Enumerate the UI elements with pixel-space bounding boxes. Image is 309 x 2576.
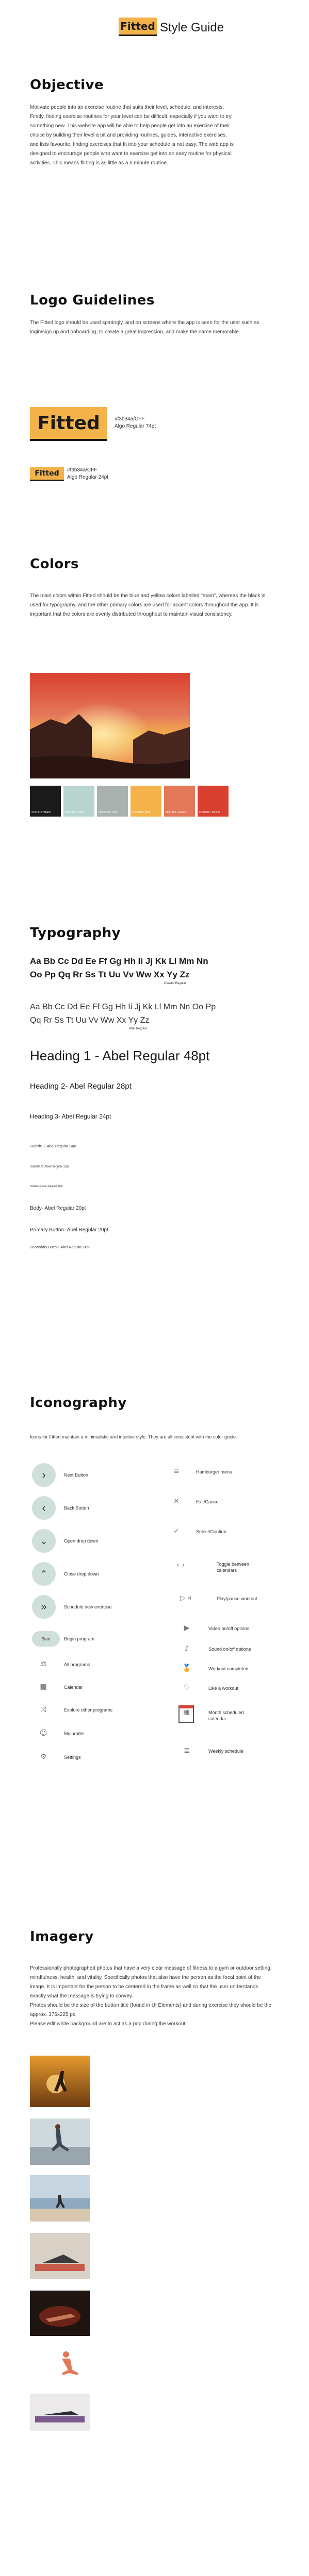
explore-label: Explore other programs	[64, 1707, 113, 1713]
photo-floor-stretch	[30, 2394, 90, 2431]
hamburger-menu-icon: ≡	[173, 1467, 180, 1476]
typography-secondary-button: Secondary Button- Abel Regular 14pt	[30, 1246, 90, 1249]
play-pause-icon: ▷ ⏸	[180, 1594, 192, 1602]
video-on-off-label: Video on/off options	[208, 1626, 250, 1631]
typography-sample2-line1: Aa Bb Cc Dd Ee Ff Gg Hh Ii Jj Kk Ll Mm Nn Oo Pp	[30, 1003, 216, 1011]
back-button-icon	[32, 1496, 56, 1520]
scheduled-calendar-label: Month scheduled calendar	[208, 1710, 244, 1721]
swatch-accent-orange-label: #E4785A / Accent	[166, 811, 186, 814]
profile-label: My profile	[64, 1731, 85, 1736]
settings-label: Settings	[64, 1755, 81, 1760]
like-workout-icon: ♡	[183, 1684, 190, 1692]
toggle-calendars-label: Toggle between calendars	[217, 1562, 250, 1573]
imagery-text: Professionally photographed photos that have a very clear message of fitness to a gym or outdoor setting, mindfulness, health, and vitality. Specifically photos that also have the person as the focal point of the image. It is important for the person to be centered in the frame as well so that the user understands exactly what the message is trying to convey.	[30, 1965, 272, 1999]
primary-logo	[30, 407, 107, 441]
logo-text: The Fitted logo should be used sparingly, and on screens where the app is seen for the user such as login/sign up and onboarding, to create a great impression, and make the name memorable.	[30, 320, 259, 335]
begin-program-icon	[32, 1631, 60, 1647]
like-workout-label: Like a workout	[208, 1686, 239, 1691]
close-icon: ✕	[173, 1497, 180, 1505]
objective-text: Motivate people into an exercise routine that suits their level, schedule, and interests. Firstly, finding exercise routines for your level can be difficult, especially if you want to try something new. This website app will be able to help people get into an exercise of their choice by building their level a bit and providing routines, guides, interactive exercises, and lists favourite, finding exercises that fit into your schedule is not easy. The web app is designed to encourage people who want to exercise get into an easy routine for physical activities. This means flirting is as little as a 5 minute routine.	[30, 105, 234, 166]
hamburger-menu-label: Hamburger menu	[196, 1469, 233, 1475]
close-drop-down-icon	[32, 1562, 56, 1586]
schedule-new-exercise-label: Schedule new exercise	[64, 1604, 112, 1609]
typography-sub2: Subtitle 2- Abel Regular 12pt	[30, 1165, 70, 1168]
primary-logo-spec-2: Algo Regular 74pt	[115, 423, 156, 429]
next-button-label: Next Button	[64, 1472, 89, 1478]
swatch-main-yellow	[131, 786, 161, 817]
colors-text: The main colors within Fitted should be the blue and yellow colors labelled "main", whereas the black is used for typography, and the other primary colors are used for accent colors throughout the app. It is important that the colors are evenly distributed throughout to maintain visual consistency.	[30, 593, 266, 617]
typography-sample2-line2: Qq Rr Ss Tt Uu Vv Ww Xx Yy Zz	[30, 1016, 150, 1025]
color-photo-sunset	[30, 673, 190, 778]
swatch-black-label: #1A1A1A / Black	[31, 811, 51, 814]
back-button-label: Back Button	[64, 1505, 89, 1511]
swatch-grey	[97, 786, 128, 817]
typography-primary-button: Primary Button- Abel Regular 20pt	[30, 1227, 108, 1233]
toggle-icon: ‹ ›	[176, 1561, 185, 1569]
begin-program-glyph: Start	[41, 1636, 51, 1641]
header-title: Style Guide	[160, 21, 224, 35]
swatch-accent-red	[198, 786, 229, 817]
typography-body: Body- Abel Regular 20pt	[30, 1206, 86, 1211]
dark-workout-image	[30, 2291, 90, 2336]
open-drop-down-label: Open drop down	[64, 1538, 99, 1544]
typography-sub3: Subtitle 3- Abel Regular 10pt	[30, 1185, 63, 1188]
profile-icon: ☺	[39, 1729, 47, 1737]
weekly-schedule-icon: ≣	[184, 1747, 190, 1755]
close-drop-down-glyph: ⌃	[40, 1568, 48, 1579]
woman-stretching-image	[30, 2119, 90, 2165]
workout-completed-icon: 🏅	[182, 1664, 191, 1672]
secondary-logo-spec-2: Algo Regular 24pt	[67, 474, 109, 480]
yoga-mat-image	[30, 2233, 90, 2279]
gear-icon: ⚙	[40, 1753, 47, 1761]
typography-sample1-caption: Oswald Regular	[164, 982, 186, 985]
dumbbell-icon: ⚖	[40, 1660, 47, 1668]
typography-sample2-caption: Abel Regular	[129, 1027, 147, 1030]
swatch-main-blue-label: #B8D4CE / Main	[65, 811, 85, 814]
runner-sunset-image	[30, 2056, 90, 2107]
swatch-main-yellow-label: #F3B34A / Main	[132, 811, 151, 814]
all-programs-label: All programs	[64, 1662, 90, 1667]
swatch-black	[30, 786, 61, 817]
typography-sub1: Subtitle 1- Abel Regular 14pt	[30, 1145, 76, 1148]
swatch-main-blue	[63, 786, 94, 817]
calendar-icon: ▦	[40, 1683, 47, 1691]
next-button-icon	[32, 1463, 56, 1487]
photo-meditation	[51, 2347, 82, 2383]
floor-stretch-image	[30, 2394, 90, 2431]
typography-sample1-line1: Aa Bb Cc Dd Ee Ff Gg Hh Ii Jj Kk Ll Mm Nn	[30, 956, 208, 966]
imagery-text-3: Please edit white background are to act as a pop during the workout.	[30, 2021, 187, 2027]
colors-heading: Colors	[30, 556, 79, 572]
open-drop-down-icon	[32, 1529, 56, 1553]
header-logo	[119, 18, 157, 36]
photo-runner-sunset	[30, 2056, 90, 2107]
typography-heading: Typography	[30, 925, 121, 941]
typography-h2: Heading 2- Abel Regular 28pt	[30, 1082, 132, 1091]
iconography-heading: Iconography	[30, 1395, 127, 1411]
explore-icon: ⤨	[40, 1705, 46, 1714]
objective-heading: Objective	[30, 77, 104, 93]
photo-yoga-mat	[30, 2233, 90, 2279]
back-button-glyph: ‹	[42, 1501, 46, 1514]
secondary-logo-spec-1: #f3b34a/CFF	[67, 467, 97, 473]
header-logo-text: Fitted	[120, 20, 155, 32]
swatch-accent-orange	[164, 786, 195, 817]
open-drop-down-glyph: ⌄	[40, 1535, 48, 1546]
sound-on-off-label: Sound on/off options	[208, 1647, 251, 1652]
primary-logo-spec-1: #f3b34a/CFF	[115, 416, 145, 422]
close-drop-down-label: Close drop down	[64, 1571, 99, 1577]
exit-cancel-label: Exit/Cancel	[196, 1499, 220, 1504]
secondary-logo-text: Fitted	[35, 469, 59, 478]
photo-woman-stretching	[30, 2119, 90, 2165]
swatch-accent-red-label: #D9402F / Accent	[199, 811, 220, 814]
imagery-heading: Imagery	[30, 1929, 94, 1944]
beach-run-image	[30, 2175, 90, 2222]
typography-h1: Heading 1 - Abel Regular 48pt	[30, 1048, 210, 1063]
scheduled-calendar-glyph: ▦	[183, 1708, 189, 1716]
workout-completed-label: Workout completed	[208, 1666, 249, 1671]
schedule-new-exercise-glyph: »	[41, 1601, 47, 1613]
next-button-glyph: ›	[42, 1468, 46, 1481]
iconography-text: Icons for Fitted maintain a minimalistic and intuitive style. They are all consistent with the color guide.	[30, 1434, 237, 1439]
calendar-label: Calendar	[64, 1685, 83, 1690]
secondary-logo	[30, 467, 64, 481]
begin-program-label: Begin program	[64, 1636, 95, 1641]
logo-heading: Logo Guidelines	[30, 293, 155, 308]
typography-h3: Heading 3- Abel Regular 24pt	[30, 1113, 111, 1120]
video-on-off-icon: ▶	[184, 1624, 190, 1632]
photo-dark-workout	[30, 2291, 90, 2336]
typography-sample1-line2: Oo Pp Qq Rr Ss Tt Uu Vv Ww Xx Yy Zz	[30, 970, 190, 979]
select-confirm-label: Select/Confirm	[196, 1529, 227, 1534]
photo-beach-run	[30, 2175, 90, 2222]
scheduled-calendar-icon	[178, 1705, 194, 1723]
meditation-image	[51, 2347, 82, 2383]
sound-on-off-icon: ♪	[184, 1645, 189, 1653]
weekly-schedule-label: Weekly schedule	[208, 1749, 243, 1754]
check-icon: ✓	[173, 1527, 180, 1535]
imagery-text-2: Photos should be the size of the button title (found in UI Elements) and during exercise they should be the approx. 375x225 px.	[30, 2003, 272, 2018]
sunset-image	[30, 673, 190, 778]
primary-logo-text: Fitted	[37, 412, 100, 434]
swatch-grey-label: #AAB2B0 / Grey	[99, 811, 118, 814]
play-pause-label: Play/pause workout	[217, 1596, 257, 1601]
schedule-new-exercise-icon	[32, 1595, 56, 1619]
